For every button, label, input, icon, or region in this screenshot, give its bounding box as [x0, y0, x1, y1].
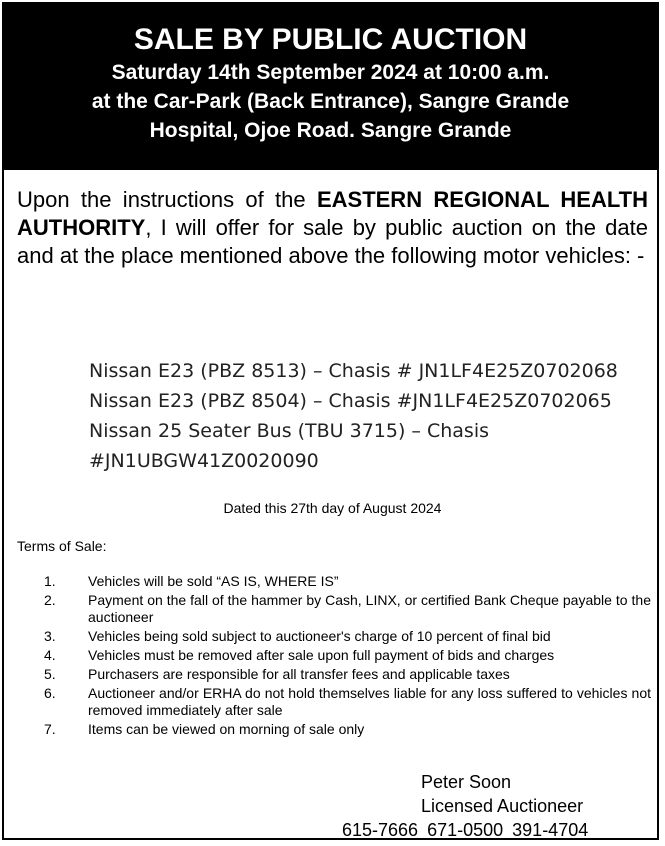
vehicle-line: Nissan 25 Seater Bus (TBU 3715) – Chasis — [89, 420, 490, 442]
term-item — [44, 721, 651, 738]
term-item — [44, 666, 651, 683]
auctioneer-name: Peter Soon — [421, 772, 512, 792]
terms-list — [44, 573, 651, 740]
phone-number: 615-7666 — [342, 820, 419, 840]
term-number: 2. — [44, 592, 56, 608]
header-banner — [4, 4, 657, 170]
authority-name: EASTERN REGIONAL HEALTH AUTHORITY — [17, 187, 648, 240]
phone-number: 671-0500 — [427, 820, 504, 840]
term-item — [44, 592, 651, 626]
term-number: 5. — [44, 666, 56, 682]
vehicle-line: #JN1UBGW41Z0020090 — [89, 450, 319, 472]
vehicle-line: Nissan E23 (PBZ 8513) – Chasis # JN1LF4E25Z0702068 — [89, 360, 618, 382]
term-number: 7. — [44, 721, 56, 737]
term-text: Vehicles must be removed after sale upon full payment of bids and charges — [88, 647, 555, 663]
term-item — [44, 628, 651, 645]
term-number: 3. — [44, 628, 56, 644]
auction-notice — [2, 2, 659, 840]
terms-heading: Terms of Sale: — [17, 538, 107, 554]
term-text: Auctioneer and/or ERHA do not hold themselves liable for any loss suffered to vehicles not removed immediately after sale — [88, 685, 651, 718]
term-item — [44, 573, 651, 590]
intro-suffix: , I will offer for sale by public auction on the date and at the place mentioned above the following motor vehicles: - — [17, 215, 648, 268]
notice-title: SALE BY PUBLIC AUCTION — [133, 23, 528, 56]
term-number: 6. — [44, 685, 56, 701]
term-text: Vehicles being sold subject to auctioneer's charge of 10 percent of final bid — [88, 628, 551, 644]
vehicle-list — [89, 356, 649, 476]
phone-numbers — [342, 818, 652, 842]
phone-number: 391-4704 — [512, 820, 589, 840]
term-text: Purchasers are responsible for all transfer fees and applicable taxes — [88, 666, 510, 682]
signature-block — [342, 770, 652, 842]
term-text: Items can be viewed on morning of sale only — [88, 721, 365, 737]
auction-location-line2: Hospital, Ojoe Road. Sangre Grande — [149, 119, 512, 142]
auctioneer-role: Licensed Auctioneer — [421, 796, 584, 816]
auction-date: Saturday 14th September 2024 at 10:00 a.m. — [111, 61, 550, 84]
term-item — [44, 647, 651, 664]
intro-prefix: Upon the instructions of the — [17, 187, 317, 212]
vehicle-line: Nissan E23 (PBZ 8504) – Chasis #JN1LF4E25Z0702065 — [89, 390, 612, 412]
term-text: Vehicles will be sold “AS IS, WHERE IS” — [88, 573, 339, 589]
dated-line: Dated this 27th day of August 2024 — [223, 500, 442, 516]
intro-paragraph — [17, 186, 648, 270]
auction-location-line1: at the Car-Park (Back Entrance), Sangre Grande — [91, 90, 570, 113]
term-number: 4. — [44, 647, 56, 663]
term-text: Payment on the fall of the hammer by Cash, LINX, or certified Bank Cheque payable to the auctioneer — [88, 592, 651, 625]
term-number: 1. — [44, 573, 56, 589]
term-item — [44, 685, 651, 719]
